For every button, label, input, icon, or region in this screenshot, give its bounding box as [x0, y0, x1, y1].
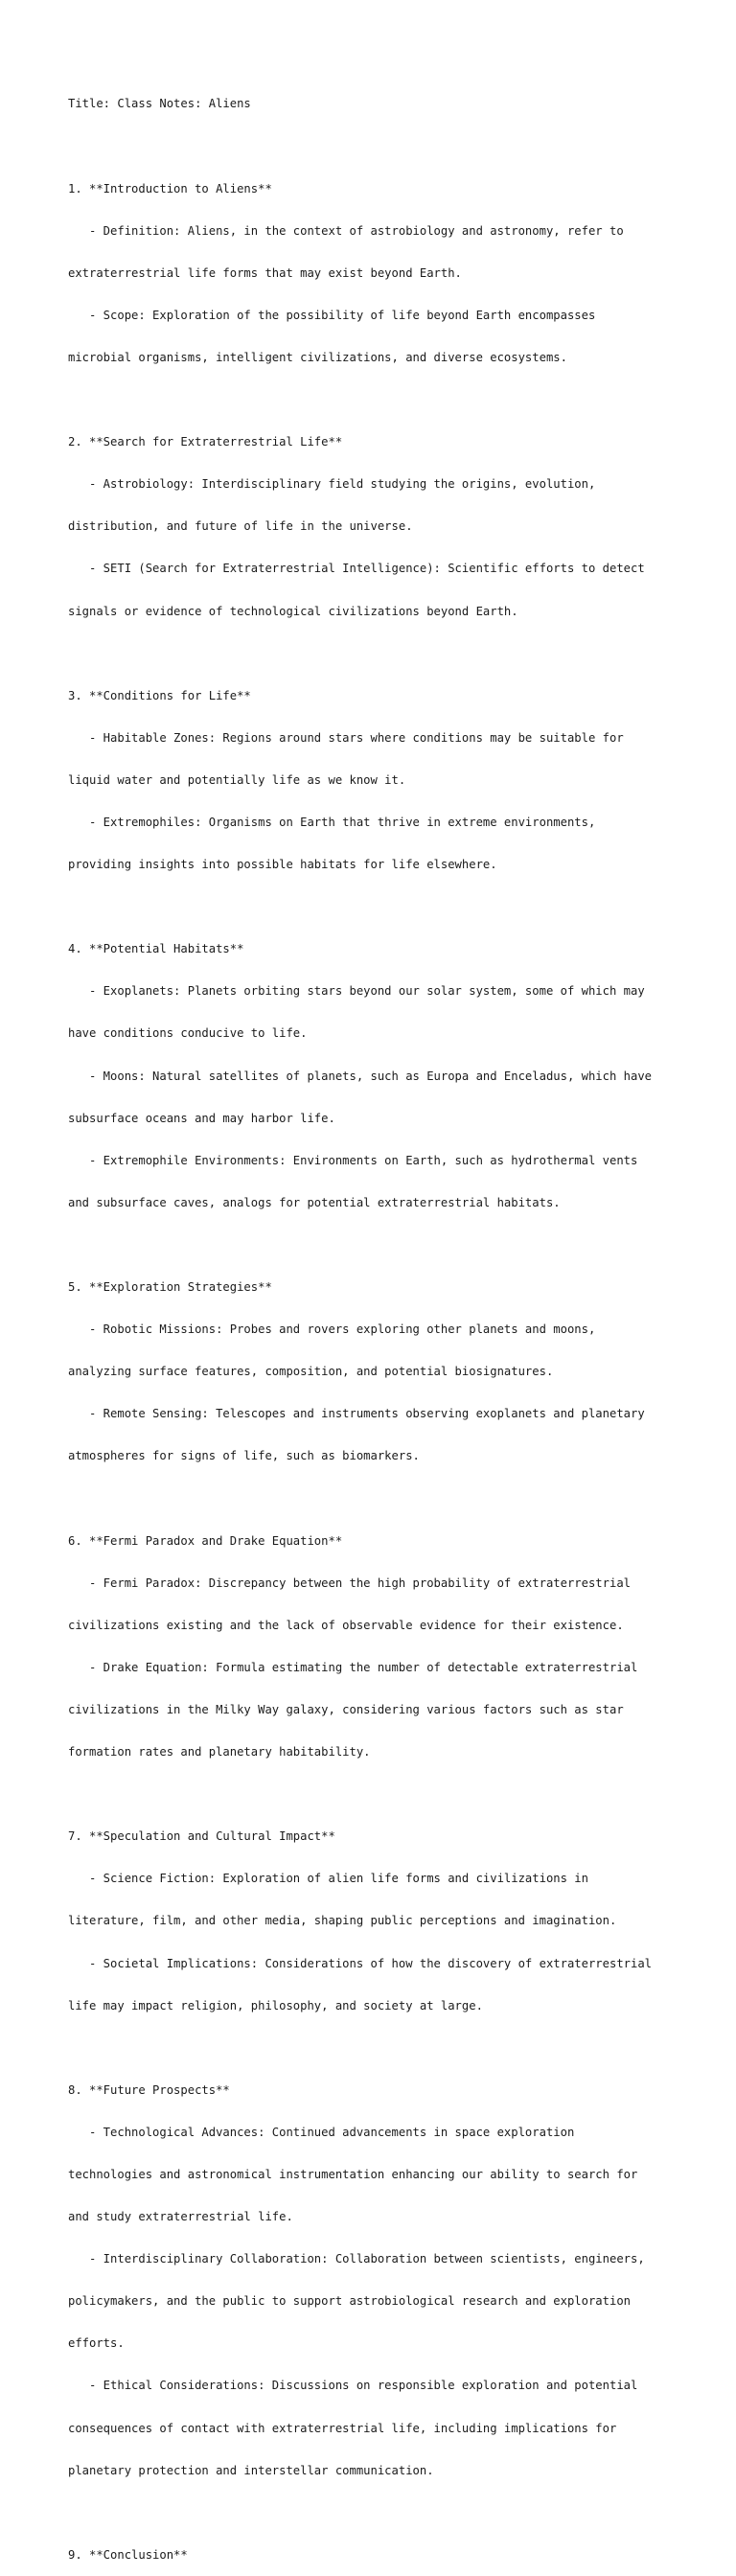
section-heading: 4. **Potential Habitats**: [68, 942, 244, 956]
text-line: providing insights into possible habitats for life elsewhere.: [68, 858, 497, 872]
text-line: liquid water and potentially life as we know it.: [68, 772, 406, 787]
text-line: - Interdisciplinary Collaboration: Collaboration between scientists, engineers,: [68, 2252, 645, 2266]
section-heading: 2. **Search for Extraterrestrial Life**: [68, 435, 343, 449]
text-line: - Scope: Exploration of the possibility of life beyond Earth encompasses: [68, 308, 596, 322]
text-line: and subsurface caves, analogs for potential extraterrestrial habitats.: [68, 1195, 561, 1209]
blank-line: [68, 2506, 720, 2520]
text-line: atmospheres for signs of life, such as biomarkers.: [68, 1449, 420, 1463]
text-line: analyzing surface features, composition, and potential biosignatures.: [68, 1365, 554, 1379]
text-line: - Extremophiles: Organisms on Earth that thrive in extreme environments,: [68, 816, 596, 829]
document-body: [68, 69, 720, 2576]
text-line: and study extraterrestrial life.: [68, 2210, 293, 2224]
section-heading: 5. **Exploration Strategies**: [68, 1280, 272, 1295]
section-heading: 3. **Conditions for Life**: [68, 688, 251, 702]
text-line: life may impact religion, philosophy, and society at large.: [68, 1998, 483, 2012]
text-line: signals or evidence of technological civilizations beyond Earth.: [68, 604, 518, 618]
text-line: distribution, and future of life in the universe.: [68, 519, 413, 534]
section-heading: 6. **Fermi Paradox and Drake Equation**: [68, 1533, 343, 1548]
text-line: civilizations existing and the lack of observable evidence for their existence.: [68, 1618, 624, 1632]
text-line: efforts.: [68, 2336, 125, 2351]
blank-line: [68, 140, 720, 154]
text-line: - Exoplanets: Planets orbiting stars beyond our solar system, some of which may: [68, 984, 645, 999]
text-line: consequences of contact with extraterrestrial life, including implications for: [68, 2421, 617, 2435]
text-line: extraterrestrial life forms that may exist beyond Earth.: [68, 265, 462, 280]
text-line: have conditions conducive to life.: [68, 1026, 308, 1041]
text-line: - Astrobiology: Interdisciplinary field studying the origins, evolution,: [68, 477, 596, 492]
text-line: literature, film, and other media, shaping public perceptions and imagination.: [68, 1914, 617, 1928]
text-line: policymakers, and the public to support astrobiological research and exploration: [68, 2294, 631, 2309]
blank-line: [68, 1238, 720, 1253]
text-line: - Drake Equation: Formula estimating the number of detectable extraterrestrial: [68, 1660, 638, 1674]
text-line: - Science Fiction: Exploration of alien life forms and civilizations in: [68, 1872, 588, 1886]
text-line: - Ethical Considerations: Discussions on responsible exploration and potential: [68, 2379, 638, 2393]
text-line: - Fermi Paradox: Discrepancy between the high probability of extraterrestrial: [68, 1576, 631, 1590]
text-line: - Moons: Natural satellites of planets, such as Europa and Enceladus, which have: [68, 1069, 653, 1083]
text-line: - Definition: Aliens, in the context of astrobiology and astronomy, refer to: [68, 223, 624, 238]
text-line: - Technological Advances: Continued advancements in space exploration: [68, 2125, 575, 2139]
text-line: - Robotic Missions: Probes and rovers exploring other planets and moons,: [68, 1322, 596, 1337]
text-line: microbial organisms, intelligent civilizations, and diverse ecosystems.: [68, 350, 567, 364]
section-heading: 9. **Conclusion**: [68, 2547, 188, 2562]
document-title: Title: Class Notes: Aliens: [68, 97, 251, 111]
text-line: formation rates and planetary habitability.: [68, 1745, 371, 1760]
section-heading: 8. **Future Prospects**: [68, 2082, 230, 2097]
text-line: - Societal Implications: Considerations of how the discovery of extraterrestrial: [68, 1956, 653, 1970]
text-line: - Remote Sensing: Telescopes and instruments observing exoplanets and planetary: [68, 1407, 645, 1421]
section-heading: 1. **Introduction to Aliens**: [68, 181, 272, 196]
blank-line: [68, 1787, 720, 1802]
text-line: planetary protection and interstellar communication.: [68, 2463, 434, 2477]
section-heading: 7. **Speculation and Cultural Impact**: [68, 1829, 335, 1844]
text-line: - Extremophile Environments: Environments on Earth, such as hydrothermal vents: [68, 1153, 638, 1167]
text-line: subsurface oceans and may harbor life.: [68, 1111, 335, 1125]
text-line: - SETI (Search for Extraterrestrial Intelligence): Scientific efforts to detect: [68, 562, 645, 576]
text-line: - Habitable Zones: Regions around stars where conditions may be suitable for: [68, 730, 624, 745]
blank-line: [68, 2041, 720, 2056]
text-line: technologies and astronomical instrumentation enhancing our ability to search for: [68, 2168, 638, 2181]
blank-line: [68, 900, 720, 914]
blank-line: [68, 647, 720, 661]
text-line: civilizations in the Milky Way galaxy, considering various factors such as star: [68, 1702, 624, 1716]
blank-line: [68, 1492, 720, 1506]
blank-line: [68, 393, 720, 407]
